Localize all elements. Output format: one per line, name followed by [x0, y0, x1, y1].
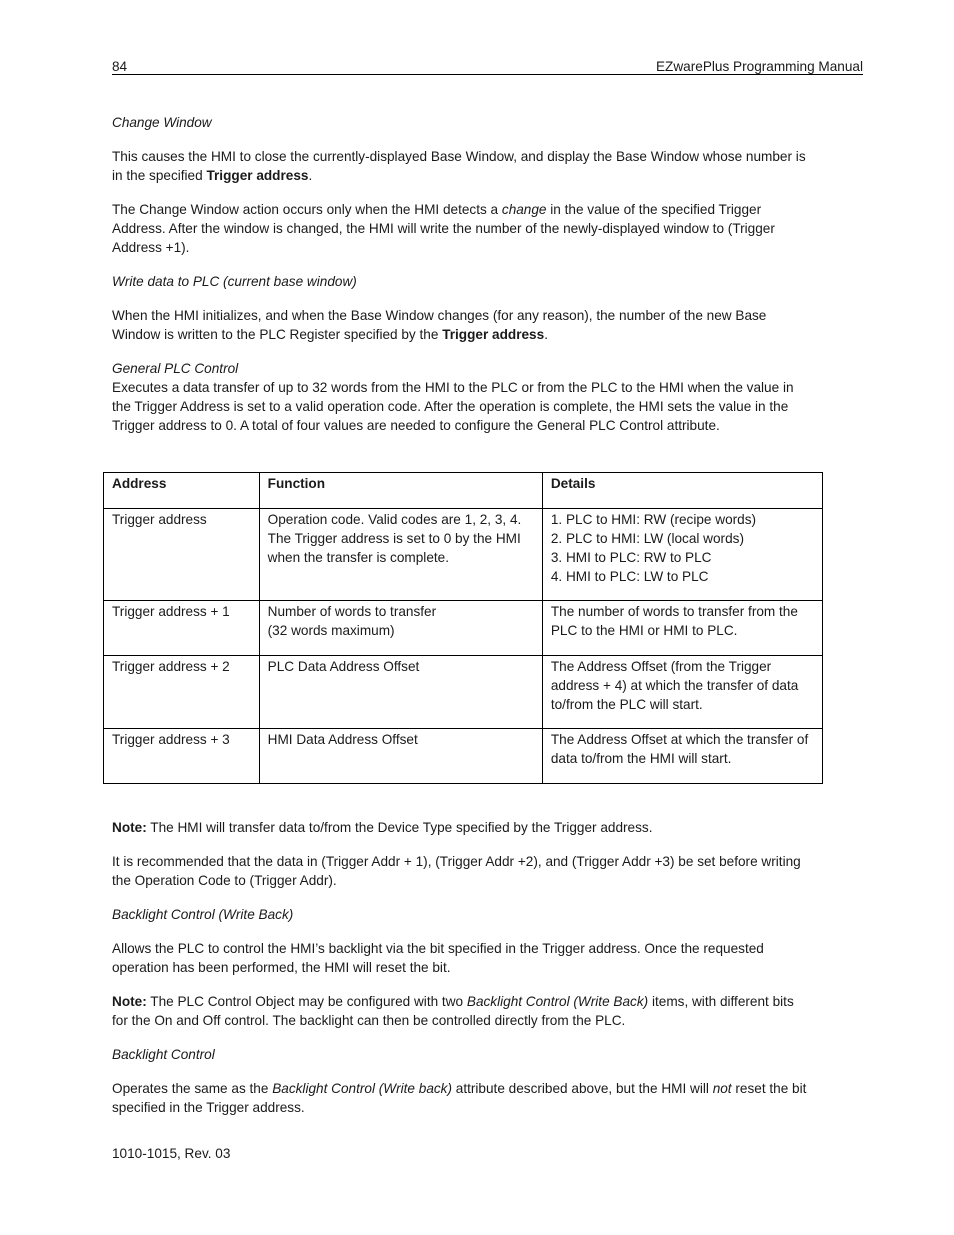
function-line: Number of words to transfer [267, 604, 437, 619]
page-number: 84 [112, 59, 128, 74]
section-heading-backlight-control: Backlight Control [112, 1047, 215, 1062]
table-cell-details: The Address Offset at which the transfer of data to/from the HMI will start. [542, 729, 822, 784]
function-line: (32 words maximum) [267, 623, 395, 638]
page-header [112, 57, 863, 75]
general-plc-paragraph: Executes a data transfer of up to 32 words from the HMI to the PLC or from the PLC to the HMI when the value in the Trigger Address is set to a valid operation code. After the operation is complete, the HMI sets the value in the Trigger address to 0. A total of four values are needed to configure the General PLC Control attribute. [112, 380, 794, 433]
details-line: 2. PLC to HMI: LW (local words) [550, 531, 744, 546]
table-cell-details [542, 509, 822, 601]
backlight-write-back-paragraph: Allows the PLC to control the HMI’s backlight via the bit specified in the Trigger address. Once the requested operation has been performed, the HMI will reset the bit. [112, 941, 764, 975]
write-data-paragraph: When the HMI initializes, and when the Base Window changes (for any reason), the number of the new Base Window is written to the PLC Register specified by the Trigger address. [112, 308, 767, 342]
table-cell-function: HMI Data Address Offset [259, 729, 542, 784]
section-heading-backlight-write-back: Backlight Control (Write Back) [112, 907, 294, 922]
note-backlight: Note: The PLC Control Object may be configured with two Backlight Control (Write Back) items, with different bits for the On and Off control. The backlight can then be controlled directly from the PLC. [112, 994, 794, 1028]
details-line: 1. PLC to HMI: RW (recipe words) [550, 512, 757, 527]
table-row [104, 729, 823, 784]
table-cell-address: Trigger address [104, 509, 260, 601]
note-transfer: Note: The HMI will transfer data to/from the Device Type specified by the Trigger address. [112, 820, 653, 835]
table-row [104, 509, 823, 601]
table-header-function: Function [259, 473, 542, 509]
trigger-address-table [103, 472, 823, 784]
details-line: 4. HMI to PLC: LW to PLC [550, 569, 709, 584]
section-heading-general-plc: General PLC Control [112, 361, 239, 376]
section-heading-write-data: Write data to PLC (current base window) [112, 274, 357, 289]
table-cell-address: Trigger address + 2 [104, 656, 260, 729]
table-header-address: Address [104, 473, 260, 509]
table-header-row [104, 473, 823, 509]
recommendation-paragraph: It is recommended that the data in (Trigger Addr + 1), (Trigger Addr +2), and (Trigger Addr +3) be set before writing the Operation Code to (Trigger Addr). [112, 854, 801, 888]
page-body [112, 113, 812, 450]
manual-title: EZwarePlus Programming Manual [655, 59, 863, 74]
table-cell-function: Operation code. Valid codes are 1, 2, 3, 4. The Trigger address is set to 0 by the HMI when the transfer is complete. [259, 509, 542, 601]
table-header-details: Details [542, 473, 822, 509]
table-cell-details: The Address Offset (from the Trigger address + 4) at which the transfer of data to/from the PLC will start. [542, 656, 822, 729]
table-cell-address: Trigger address + 1 [104, 601, 260, 656]
section-heading-change-window: Change Window [112, 115, 212, 130]
change-window-paragraph-1: This causes the HMI to close the currently-displayed Base Window, and display the Base Window whose number is in the specified Trigger address. [112, 149, 806, 183]
change-window-paragraph-2: The Change Window action occurs only when the HMI detects a change in the value of the specified Trigger Address. After the window is changed, the HMI will write the number of the newly-displayed window to (Trigger Address +1). [112, 202, 775, 255]
table-cell-details: The number of words to transfer from the PLC to the HMI or HMI to PLC. [542, 601, 822, 656]
details-line: 3. HMI to PLC: RW to PLC [550, 550, 712, 565]
page-body-after-table [112, 818, 812, 1132]
table-cell-address: Trigger address + 3 [104, 729, 260, 784]
page-footer: 1010-1015, Rev. 03 [112, 1146, 231, 1161]
table-cell-function: PLC Data Address Offset [259, 656, 542, 729]
table-cell-function [259, 601, 542, 656]
table-row [104, 656, 823, 729]
table-row [104, 601, 823, 656]
backlight-control-paragraph: Operates the same as the Backlight Control (Write back) attribute described above, but the HMI will not reset the bit specified in the Trigger address. [112, 1081, 807, 1115]
document-page [112, 0, 863, 1235]
